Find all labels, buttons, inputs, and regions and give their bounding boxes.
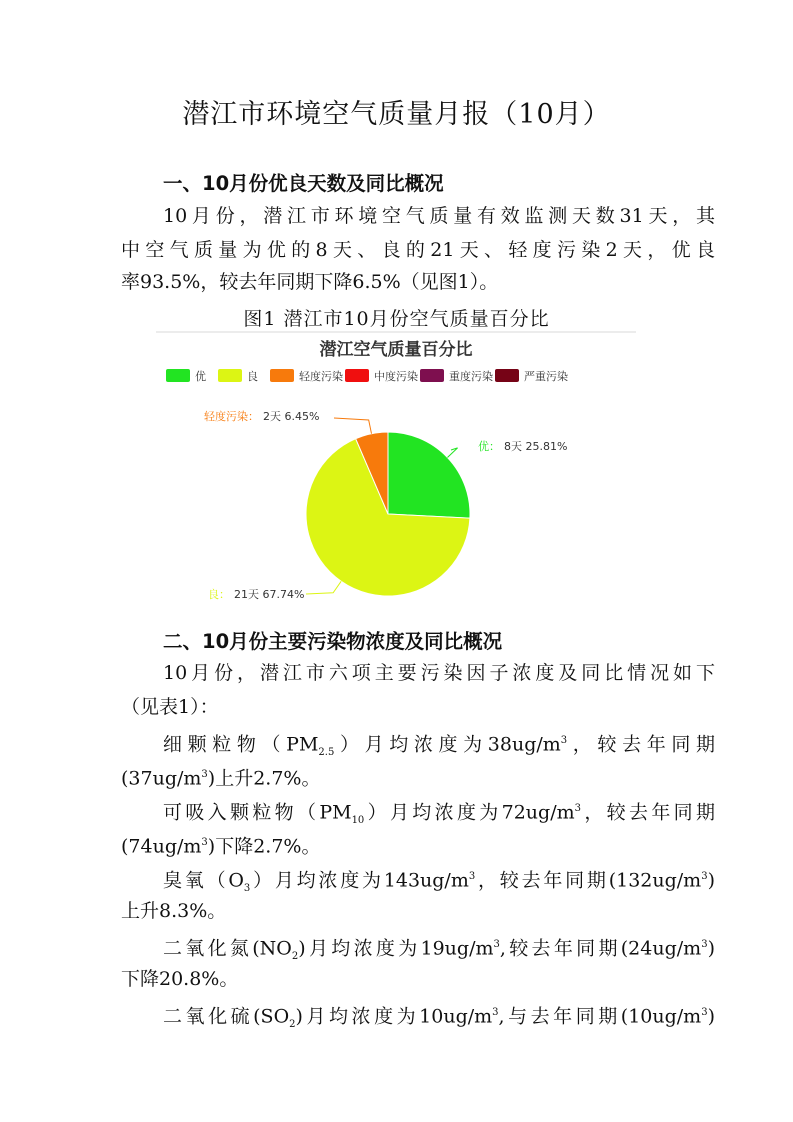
leader-line: [447, 448, 457, 458]
legend-swatch: [345, 369, 369, 382]
pm25-line-2: $(37ug/m^3)$上升2.7%。: [121, 767, 321, 790]
pm10-line-2: $(74ug/m^3)$下降2.7%。: [121, 835, 321, 858]
pie-slice[interactable]: [388, 432, 470, 518]
slice-label-value: 2天 6.45%: [263, 410, 320, 423]
slice-label-name: 良：: [208, 588, 230, 601]
chart-title: 潜江空气质量百分比: [319, 340, 473, 360]
slice-label: [208, 587, 304, 601]
legend-label: 良: [247, 370, 258, 383]
legend-label: 严重污染: [524, 370, 568, 383]
paragraph-line: 率93.5%，较去年同期下降6.5%（见图1）。: [121, 271, 499, 293]
slice-label-value: 8天 25.81%: [504, 440, 568, 453]
page-title: 潜江市环境空气质量月报（10月）: [182, 99, 611, 130]
section-heading-1: 一、10月份优良天数及同比概况: [163, 172, 444, 195]
legend-item[interactable]: [270, 369, 343, 383]
no2-line-1: 二氧化氮$(NO_2)$月均浓度为$19ug/m^3$,较去年同期$(24ug/m^3)$: [163, 937, 715, 963]
pm10-line-1: 可吸入颗粒物$(PM_{10})$月均浓度为$72ug/m^3$，较去年同期: [163, 801, 715, 827]
leader-line: [334, 418, 371, 434]
legend-label: 优: [195, 370, 206, 383]
legend-label: 中度污染: [374, 370, 418, 383]
no2-line-2: 下降20.8%。: [121, 968, 239, 990]
paragraph-line: 10月份，潜江市环境空气质量有效监测天数31天，其: [163, 205, 715, 227]
legend-swatch: [270, 369, 294, 382]
pie-slices: [306, 432, 470, 596]
slice-label-name: 轻度污染：: [204, 410, 259, 423]
so2-line-1: 二氧化硫$(SO_2)$月均浓度为$10ug/m^3$,与去年同期$(10ug/m^3)$: [163, 1005, 715, 1031]
figure-caption: 图1 潜江市10月份空气质量百分比: [243, 308, 550, 330]
legend-item[interactable]: [166, 369, 206, 383]
legend-item[interactable]: [345, 369, 418, 383]
o3-line-2: 上升8.3%。: [121, 900, 227, 922]
legend-item[interactable]: [420, 369, 493, 383]
legend-swatch: [420, 369, 444, 382]
legend-swatch: [495, 369, 519, 382]
o3-line-1: 臭氧$(O_3)$月均浓度为$143ug/m^3$，较去年同期$(132ug/m^3)$: [163, 869, 715, 895]
slice-label-value: 21天 67.74%: [234, 588, 305, 601]
slice-label-name: 优：: [478, 440, 500, 453]
legend-label: 轻度污染: [299, 370, 343, 383]
chart-legend: [166, 369, 568, 383]
legend-swatch: [218, 369, 242, 382]
leader-line: [306, 581, 341, 594]
paragraph-line: 中空气质量为优的8天、良的21天、轻度污染2天，优良: [121, 239, 715, 261]
legend-swatch: [166, 369, 190, 382]
slice-label: [478, 439, 567, 453]
pie-chart: [156, 330, 636, 610]
paragraph-line: （见表1）：: [121, 696, 219, 718]
legend-item[interactable]: [495, 369, 568, 383]
legend-item[interactable]: [218, 369, 258, 383]
pm25-line-1: 细颗粒物$(PM_{2.5})$月均浓度为$38ug/m^3$，较去年同期: [163, 733, 715, 759]
slice-label: [204, 409, 319, 423]
paragraph-line: 10月份，潜江市六项主要污染因子浓度及同比情况如下: [163, 662, 715, 684]
section-heading-2: 二、10月份主要污染物浓度及同比概况: [163, 630, 503, 653]
legend-label: 重度污染: [449, 370, 493, 383]
